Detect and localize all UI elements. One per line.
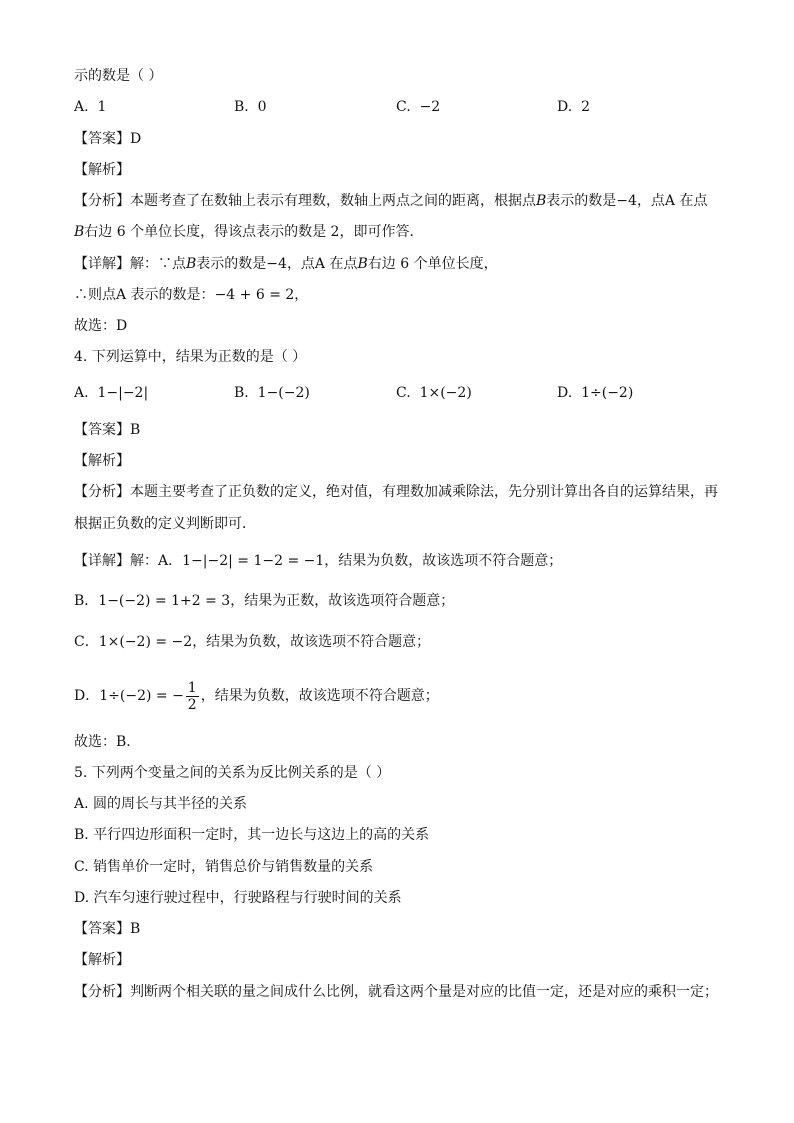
- q4-detail-d: D．1÷(−2) = − $\frac{1}{2}$ ，结果为负数，故该选项不符合题意；: [74, 679, 439, 713]
- q4-detail-a: 【详解】解：A．1−|−2| = 1−2 = −1，结果为负数，故该选项不符合题意；: [74, 553, 563, 569]
- q5-answer: 【答案】B: [74, 921, 141, 937]
- q4-analysis-line1: 【分析】本题主要考查了正负数的定义，绝对值，有理数加减乘除法，先分别计算出各自的运算结果，再: [74, 484, 718, 500]
- q4-conclusion: 故选：B．: [74, 734, 141, 750]
- q3-option-a: A. 1: [74, 99, 107, 115]
- q5-option-c: C. 销售单价一定时，销售总价与销售数量的关系: [74, 859, 374, 875]
- fraction-one-half: $\frac{1}{2}$: [187, 679, 197, 713]
- q3-detail-line1: 【详解】解：∵点B表示的数是−4，点A 在点B右边 6 个单位长度，: [74, 256, 498, 272]
- q5-jiexi: 【解析】: [74, 952, 130, 968]
- q4-option-c: C. 1×(−2): [396, 385, 472, 401]
- q4-option-b: B. 1−(−2): [234, 385, 310, 401]
- q4-detail-c: C．1×(−2) = −2，结果为负数，故该选项不符合题意；: [74, 634, 431, 650]
- q3-analysis-line2: B右边 6 个单位长度，得该点表示的数是 2，即可作答．: [74, 224, 424, 240]
- q4-detail-b: B．1−(−2) = 1+2 = 3，结果为正数，故该选项符合题意；: [74, 593, 455, 609]
- q3-option-c: C. −2: [396, 99, 441, 115]
- q3-option-d: D. 2: [557, 99, 591, 115]
- q3-analysis-line1: 【分析】本题考查了在数轴上表示有理数，数轴上两点之间的距离，根据点B表示的数是−4，点A 在点: [74, 193, 708, 209]
- q4-option-d: D. 1÷(−2): [557, 385, 634, 401]
- q5-stem: 5. 下列两个变量之间的关系为反比例关系的是（ ）: [74, 765, 391, 781]
- q3-conclusion: 故选：D: [74, 318, 128, 334]
- q3-stem-tail: 示的数是（ ）: [74, 68, 163, 84]
- q5-analysis-line1: 【分析】判断两个相关联的量之间成什么比例，就看这两个量是对应的比值一定，还是对应的乘积一定；: [74, 984, 718, 1000]
- q3-jiexi: 【解析】: [74, 162, 130, 178]
- q5-option-a: A. 圆的周长与其半径的关系: [74, 796, 248, 812]
- q3-answer: 【答案】D: [74, 131, 142, 147]
- q4-jiexi: 【解析】: [74, 453, 130, 469]
- q5-option-d: D. 汽车匀速行驶过程中，行驶路程与行驶时间的关系: [74, 890, 402, 906]
- q4-answer: 【答案】B: [74, 422, 141, 438]
- q3-option-b: B. 0: [234, 99, 267, 115]
- q4-analysis-line2: 根据正负数的定义判断即可．: [74, 516, 256, 532]
- q4-option-a: A. 1−|−2|: [74, 385, 149, 401]
- q5-option-b: B. 平行四边形面积一定时，其一边长与这边上的高的关系: [74, 827, 430, 843]
- q4-stem: 4. 下列运算中，结果为正数的是（ ）: [74, 349, 307, 365]
- q3-detail-line2: ∴则点A 表示的数是：−4 + 6 = 2，: [74, 287, 309, 303]
